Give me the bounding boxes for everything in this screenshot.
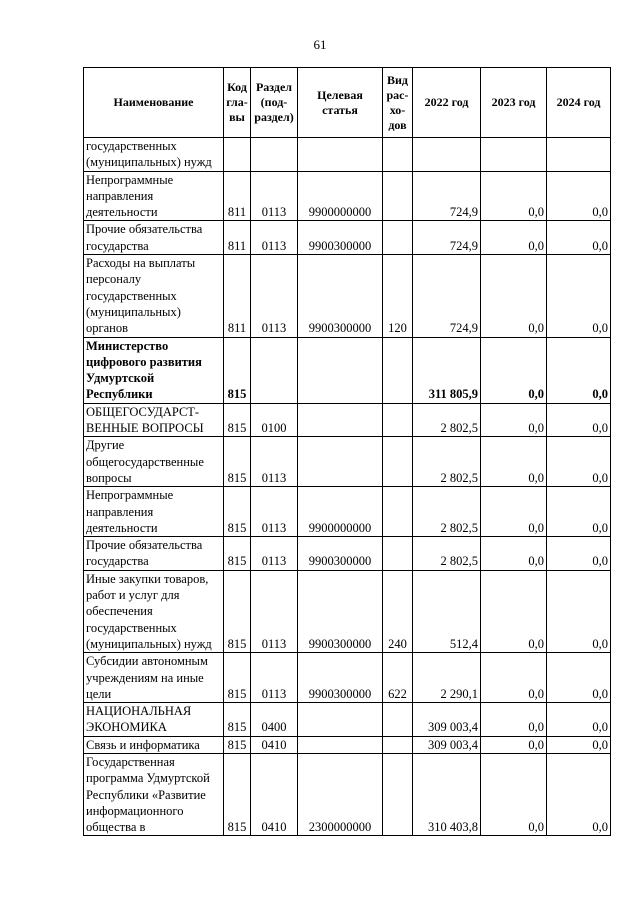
cell-section: 0113	[251, 255, 298, 337]
cell-section: 0400	[251, 703, 298, 737]
table-row	[84, 221, 611, 255]
cell-target: 9900300000	[298, 537, 383, 571]
cell-section: 0113	[251, 653, 298, 703]
cell-2022: 309 003,4	[413, 703, 481, 737]
cell-2022: 2 802,5	[413, 403, 481, 437]
table-row	[84, 255, 611, 337]
cell-code: 815	[224, 537, 251, 571]
cell-expense-type	[383, 537, 413, 571]
cell-name: Другие общегосударственные вопросы	[84, 437, 224, 487]
header-code: Код гла-вы	[224, 68, 251, 138]
budget-table	[83, 67, 611, 836]
table-row	[84, 171, 611, 221]
cell-2024: 0,0	[547, 703, 611, 737]
cell-2024	[547, 138, 611, 172]
cell-target	[298, 437, 383, 487]
cell-target: 2300000000	[298, 753, 383, 835]
cell-target	[298, 337, 383, 403]
table-row	[84, 703, 611, 737]
cell-2023	[481, 138, 547, 172]
cell-expense-type	[383, 487, 413, 537]
cell-2024: 0,0	[547, 437, 611, 487]
cell-code: 811	[224, 171, 251, 221]
cell-2023: 0,0	[481, 171, 547, 221]
cell-expense-type	[383, 736, 413, 753]
cell-2023: 0,0	[481, 337, 547, 403]
cell-section: 0113	[251, 487, 298, 537]
table-row	[84, 653, 611, 703]
cell-target: 9900300000	[298, 653, 383, 703]
cell-name: Иные закупки товаров, работ и услуг для обеспечения государственных (муниципальных) нужд	[84, 570, 224, 652]
cell-2023: 0,0	[481, 570, 547, 652]
cell-2022: 2 290,1	[413, 653, 481, 703]
cell-2024: 0,0	[547, 403, 611, 437]
cell-2023: 0,0	[481, 221, 547, 255]
cell-section: 0113	[251, 570, 298, 652]
cell-expense-type	[383, 171, 413, 221]
cell-code: 811	[224, 221, 251, 255]
cell-2022: 512,4	[413, 570, 481, 652]
cell-target: 9900300000	[298, 221, 383, 255]
cell-2023: 0,0	[481, 255, 547, 337]
cell-2022: 724,9	[413, 255, 481, 337]
cell-code: 811	[224, 255, 251, 337]
cell-2023: 0,0	[481, 653, 547, 703]
cell-2024: 0,0	[547, 171, 611, 221]
cell-2022: 724,9	[413, 171, 481, 221]
header-2022: 2022 год	[413, 68, 481, 138]
cell-target	[298, 736, 383, 753]
header-2023: 2023 год	[481, 68, 547, 138]
cell-name: Субсидии автономным учреждениям на иные цели	[84, 653, 224, 703]
cell-name: Непрограммные направления деятельности	[84, 171, 224, 221]
cell-name: Прочие обязательства государства	[84, 221, 224, 255]
cell-2023: 0,0	[481, 753, 547, 835]
table-row	[84, 736, 611, 753]
cell-name: Непрограммные направления деятельности	[84, 487, 224, 537]
cell-section: 0113	[251, 221, 298, 255]
cell-code: 815	[224, 753, 251, 835]
cell-code: 815	[224, 703, 251, 737]
cell-expense-type	[383, 138, 413, 172]
cell-expense-type: 240	[383, 570, 413, 652]
cell-code: 815	[224, 487, 251, 537]
cell-2024: 0,0	[547, 653, 611, 703]
cell-2024: 0,0	[547, 537, 611, 571]
cell-expense-type	[383, 337, 413, 403]
cell-name: Государственная программа Удмуртской Республики «Развитие информационного общества в	[84, 753, 224, 835]
cell-name: ОБЩЕГОСУДАРСТ-ВЕННЫЕ ВОПРОСЫ	[84, 403, 224, 437]
cell-2022: 310 403,8	[413, 753, 481, 835]
cell-section: 0100	[251, 403, 298, 437]
cell-target: 9900300000	[298, 570, 383, 652]
table-row	[84, 138, 611, 172]
cell-name: Министерство цифрового развития Удмуртской Республики	[84, 337, 224, 403]
table-row	[84, 437, 611, 487]
cell-name: Расходы на выплаты персоналу государственных (муниципальных) органов	[84, 255, 224, 337]
page-number: 61	[313, 37, 327, 52]
header-expense-type: Вид рас-хо-дов	[383, 68, 413, 138]
cell-2023: 0,0	[481, 437, 547, 487]
cell-2022: 309 003,4	[413, 736, 481, 753]
cell-target	[298, 138, 383, 172]
table-row	[84, 537, 611, 571]
cell-2024: 0,0	[547, 736, 611, 753]
cell-2024: 0,0	[547, 570, 611, 652]
cell-code: 815	[224, 570, 251, 652]
cell-code	[224, 138, 251, 172]
cell-code: 815	[224, 653, 251, 703]
cell-section	[251, 337, 298, 403]
cell-2023: 0,0	[481, 736, 547, 753]
cell-name: Прочие обязательства государства	[84, 537, 224, 571]
cell-2024: 0,0	[547, 753, 611, 835]
cell-expense-type: 622	[383, 653, 413, 703]
cell-section: 0113	[251, 437, 298, 487]
cell-name: Связь и информатика	[84, 736, 224, 753]
cell-2023: 0,0	[481, 703, 547, 737]
cell-code: 815	[224, 736, 251, 753]
cell-2022: 311 805,9	[413, 337, 481, 403]
cell-2022: 2 802,5	[413, 537, 481, 571]
cell-2024: 0,0	[547, 255, 611, 337]
cell-2023: 0,0	[481, 403, 547, 437]
cell-2022: 724,9	[413, 221, 481, 255]
cell-2022	[413, 138, 481, 172]
header-2024: 2024 год	[547, 68, 611, 138]
cell-2022: 2 802,5	[413, 487, 481, 537]
table-row	[84, 570, 611, 652]
cell-2024: 0,0	[547, 337, 611, 403]
cell-name: государственных (муниципальных) нужд	[84, 138, 224, 172]
cell-2022: 2 802,5	[413, 437, 481, 487]
table-row	[84, 487, 611, 537]
cell-expense-type	[383, 703, 413, 737]
cell-2024: 0,0	[547, 221, 611, 255]
cell-section: 0113	[251, 171, 298, 221]
cell-section: 0410	[251, 736, 298, 753]
cell-expense-type	[383, 221, 413, 255]
cell-2023: 0,0	[481, 487, 547, 537]
cell-target	[298, 703, 383, 737]
cell-code: 815	[224, 337, 251, 403]
cell-code: 815	[224, 403, 251, 437]
cell-target	[298, 403, 383, 437]
cell-expense-type	[383, 437, 413, 487]
cell-target: 9900300000	[298, 255, 383, 337]
cell-expense-type	[383, 753, 413, 835]
cell-code: 815	[224, 437, 251, 487]
table-body	[84, 138, 611, 836]
cell-expense-type	[383, 403, 413, 437]
cell-2023: 0,0	[481, 537, 547, 571]
table-row	[84, 753, 611, 835]
header-section: Раздел (под-раздел)	[251, 68, 298, 138]
cell-2024: 0,0	[547, 487, 611, 537]
cell-name: НАЦИОНАЛЬНАЯ ЭКОНОМИКА	[84, 703, 224, 737]
cell-section	[251, 138, 298, 172]
table-row	[84, 337, 611, 403]
cell-section: 0410	[251, 753, 298, 835]
cell-target: 9900000000	[298, 171, 383, 221]
cell-expense-type: 120	[383, 255, 413, 337]
cell-section: 0113	[251, 537, 298, 571]
table-header-row	[84, 68, 611, 138]
table-row	[84, 403, 611, 437]
cell-target: 9900000000	[298, 487, 383, 537]
header-name: Наименование	[84, 68, 224, 138]
header-target: Целевая статья	[298, 68, 383, 138]
